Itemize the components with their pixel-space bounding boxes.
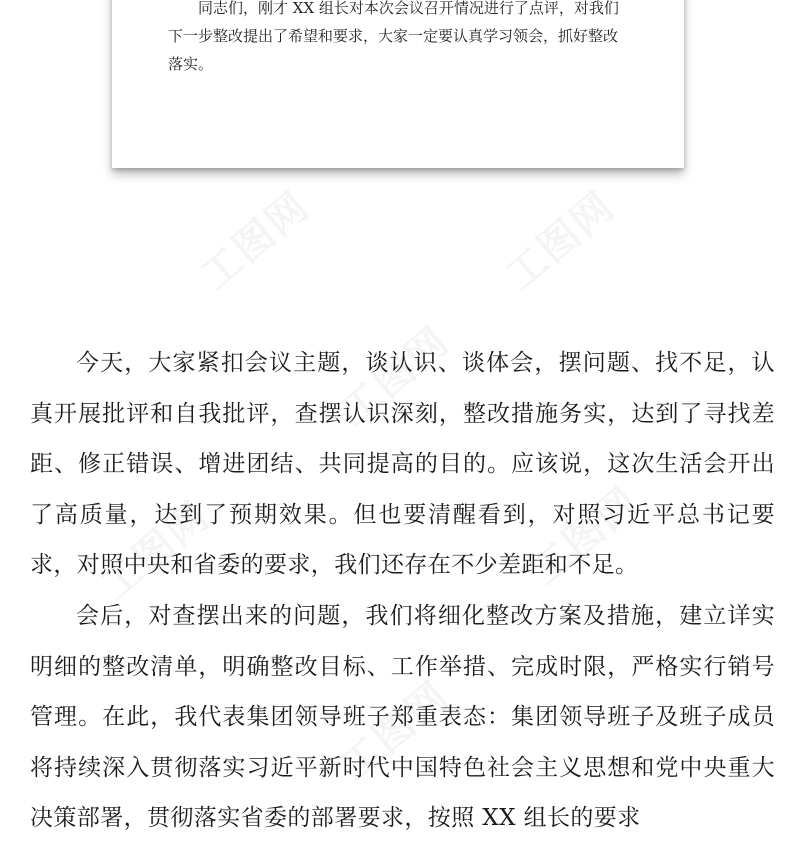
preview-line-3: 落实。 xyxy=(168,55,214,73)
preview-line-1: 同志们，刚才 XX 组长对本次会议召开情况进行了点评，对我们 xyxy=(198,0,619,17)
paragraph: 会后，对查摆出来的问题，我们将细化整改方案及措施，建立详实明细的整改清单，明确整改目标、工作举措、完成时限，严格实行销号管理。在此，我代表集团领导班子郑重表态：集团领导班子及班子成员将持续深入贯彻落实习近平新时代中国特色社会主义思想和党中央重大决策部署，贯彻落实省委的部署要求，按照 XX 组长的要求 xyxy=(30,602,775,832)
watermark xyxy=(491,176,624,301)
paragraph: 今天，大家紧扣会议主题，谈认识、谈体会，摆问题、找不足，认真开展批评和自我批评，查摆认识深刻，整改措施务实，达到了寻找差距、修正错误、增进团结、共同提高的目的。应该说，这次生活会开出了高质量，达到了预期效果。但也要清醒看到，对照习近平总书记要求，对照中央和省委的要求，我们还存在不少差距和不足。 xyxy=(30,350,775,579)
preview-line-2: 下一步整改提出了希望和要求，大家一定要认真学习领会，抓好整改 xyxy=(168,27,619,45)
preview-text xyxy=(168,0,638,78)
document-body xyxy=(30,338,775,844)
watermark xyxy=(186,176,319,301)
document-preview-card xyxy=(112,0,684,168)
